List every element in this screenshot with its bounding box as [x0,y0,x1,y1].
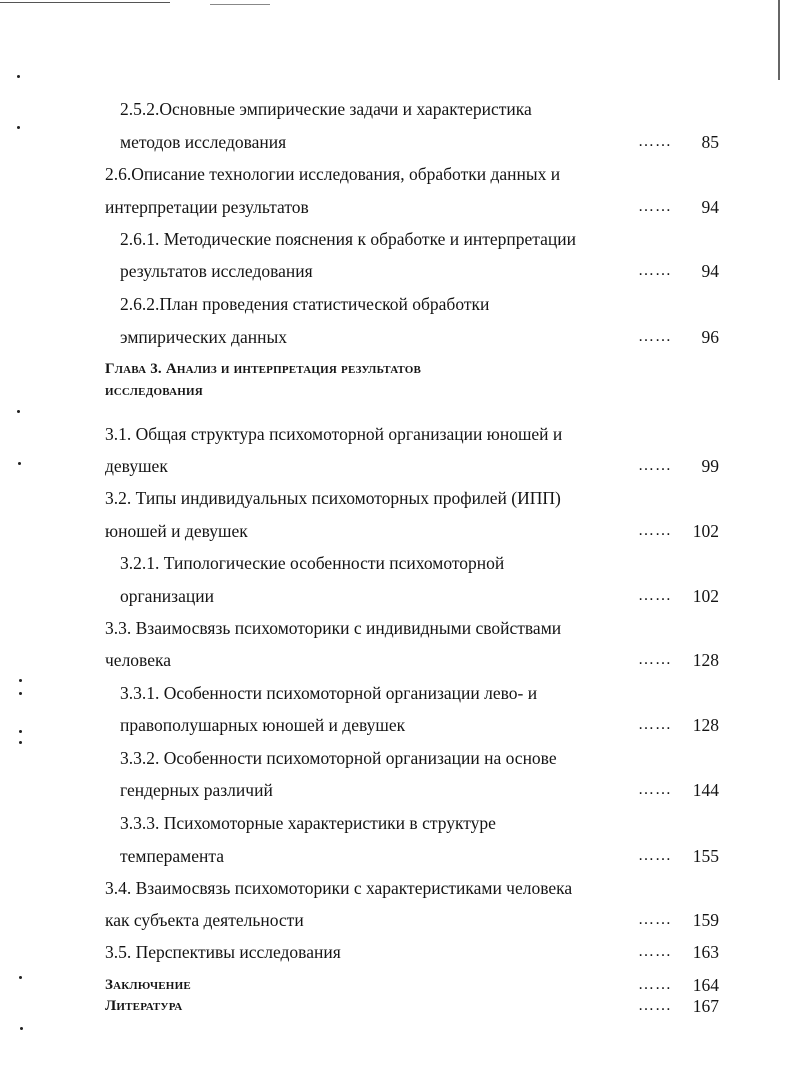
toc-page-number: 163 [692,942,719,962]
toc-page-number: 94 [701,261,719,281]
toc-leader-dots: …… [638,911,672,928]
toc-entry-text: гендерных различий [120,780,273,800]
scan-edge-top-fragment [210,4,270,5]
scan-speck [20,1027,23,1030]
toc-page-number: 99 [701,456,719,476]
section-heading-text: Литература [105,998,183,1014]
scan-speck [17,126,20,129]
toc-page-number: 167 [692,996,719,1016]
toc-leader-dots: …… [638,651,672,668]
toc-entry-text: методов исследования [120,132,287,152]
toc-entry-text: темперамента [120,846,224,866]
toc-entry-text: 3.2. Типы индивидуальных психомоторных профилей (ИПП) [105,488,561,508]
toc-leader-dots: …… [638,522,672,539]
toc-entry-text: организации [120,586,214,606]
scan-speck [19,741,22,744]
toc-entry-text: 2.6.Описание технологии исследования, обработки данных и [105,164,561,184]
toc-entry-text: 3.3.3. Психомоторные характеристики в структуре [120,813,496,833]
chapter-heading-text: исследования [105,383,203,399]
toc-entry-text: человека [105,650,171,670]
toc-leader-dots: …… [638,328,672,345]
toc-leader-dots: …… [638,976,672,993]
toc-leader-dots: …… [638,943,672,960]
toc-entry-text: 2.6.2.План проведения статистической обработки [120,294,490,314]
chapter-heading-text: Глава 3. Анализ и интерпретация результатов [105,361,422,377]
toc-leader-dots: …… [638,262,672,279]
toc-entry-text: 3.1. Общая структура психомоторной организации юношей и [105,424,563,444]
toc-page-number: 102 [692,586,719,606]
toc-leader-dots: …… [638,716,672,733]
toc-page-number: 164 [692,975,719,995]
scan-speck [19,692,22,695]
toc-leader-dots: …… [638,781,672,798]
toc-page-number: 128 [692,650,719,670]
toc-page-number: 96 [701,327,719,347]
toc-leader-dots: …… [638,457,672,474]
toc-entry-text: 3.3.1. Особенности психомоторной организации лево- и [120,683,538,703]
toc-entry-text: интерпретации результатов [105,197,309,217]
scan-speck [18,462,21,465]
toc-entry-text: 2.5.2.Основные эмпирические задачи и характеристика [120,99,532,119]
toc-page-number: 144 [692,780,719,800]
toc-entry-text: эмпирических данных [120,327,287,347]
scan-speck [19,679,22,682]
toc-entry-text: правополушарных юношей и девушек [120,715,406,735]
toc-page-number: 155 [692,846,719,866]
toc-page-number: 128 [692,715,719,735]
scan-edge-right [778,0,780,80]
toc-entry-text: результатов исследования [120,261,313,281]
toc-entry-text: 3.5. Перспективы исследования [105,942,341,962]
scan-speck [17,75,20,78]
section-heading-text: Заключение [105,977,191,993]
toc-page-number: 94 [701,197,719,217]
toc-page-number: 85 [701,132,719,152]
toc-entry-text: 3.4. Взаимосвязь психомоторики с характеристиками человека [105,878,573,898]
toc-leader-dots: …… [638,587,672,604]
toc-page-number: 159 [692,910,719,930]
toc-page-number: 102 [692,521,719,541]
scan-speck [19,730,22,733]
toc-leader-dots: …… [638,847,672,864]
toc-entry-text: 3.3.2. Особенности психомоторной организации на основе [120,748,557,768]
toc-entry-text: девушек [105,456,168,476]
toc-leader-dots: …… [638,997,672,1014]
scan-speck [17,410,20,413]
scan-edge-top [0,2,170,3]
toc-entry-text: юношей и девушек [105,521,248,541]
toc-entry-text: 3.2.1. Типологические особенности психомоторной [120,553,505,573]
toc-leader-dots: …… [638,198,672,215]
toc-entry-text: 3.3. Взаимосвязь психомоторики с индивидными свойствами [105,618,562,638]
scan-speck [19,976,22,979]
toc-leader-dots: …… [638,133,672,150]
toc-entry-text: 2.6.1. Методические пояснения к обработке и интерпретации [120,229,577,249]
toc-entry-text: как субъекта деятельности [105,910,304,930]
